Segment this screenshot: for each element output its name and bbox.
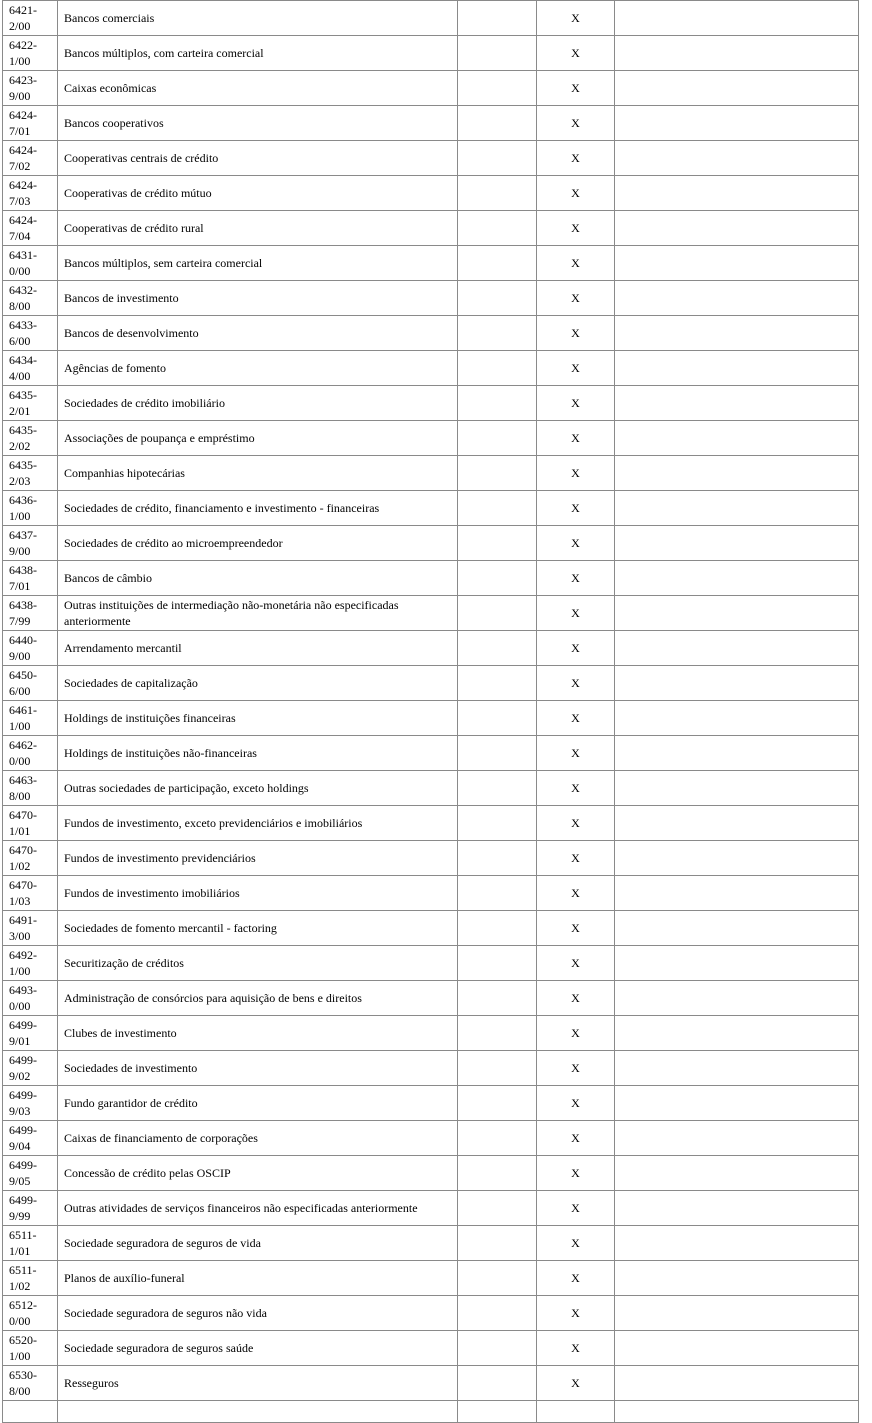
empty-cell-right xyxy=(615,771,859,805)
marker-cell: X xyxy=(537,701,615,735)
table-row xyxy=(3,1086,859,1121)
empty-cell-left xyxy=(458,561,537,595)
empty-cell-left xyxy=(458,666,537,700)
table-row xyxy=(3,1121,859,1156)
marker-cell: X xyxy=(537,631,615,665)
description-cell: Arrendamento mercantil xyxy=(58,631,458,665)
empty-cell-right xyxy=(615,351,859,385)
marker-cell: X xyxy=(537,876,615,910)
marker-cell: X xyxy=(537,106,615,140)
description-cell: Bancos múltiplos, com carteira comercial xyxy=(58,36,458,70)
table-row-partial xyxy=(3,1401,859,1423)
empty-cell-right xyxy=(615,1121,859,1155)
table-row xyxy=(3,176,859,211)
marker-cell: X xyxy=(537,1226,615,1260)
code-cell: 6461-1/00 xyxy=(3,701,58,735)
empty-cell-left xyxy=(458,701,537,735)
empty-cell-right xyxy=(615,71,859,105)
code-cell: 6435-2/01 xyxy=(3,386,58,420)
empty-cell-right xyxy=(615,736,859,770)
empty-cell-right xyxy=(615,911,859,945)
description-cell: Fundos de investimento, exceto previdenciários e imobiliários xyxy=(58,806,458,840)
description-cell: Caixas econômicas xyxy=(58,71,458,105)
cnae-classification-table xyxy=(2,0,859,1423)
empty-cell-left xyxy=(458,176,537,210)
code-cell: 6422-1/00 xyxy=(3,36,58,70)
empty-cell-left xyxy=(458,876,537,910)
empty-cell-left xyxy=(458,596,537,630)
table-row xyxy=(3,841,859,876)
empty-cell-right xyxy=(615,1051,859,1085)
empty-cell-left xyxy=(458,1261,537,1295)
table-row xyxy=(3,211,859,246)
description-cell: Holdings de instituições não-financeiras xyxy=(58,736,458,770)
code-cell: 6435-2/03 xyxy=(3,456,58,490)
table-row xyxy=(3,456,859,491)
empty-cell-left xyxy=(458,71,537,105)
marker-cell: X xyxy=(537,246,615,280)
table-row xyxy=(3,631,859,666)
marker-cell: X xyxy=(537,71,615,105)
description-cell: Outras instituições de intermediação não-monetária não especificadas anteriormente xyxy=(58,596,458,630)
description-cell: Associações de poupança e empréstimo xyxy=(58,421,458,455)
empty-cell-left xyxy=(458,806,537,840)
table-row xyxy=(3,1016,859,1051)
empty-cell-right xyxy=(615,1086,859,1120)
empty-cell-right xyxy=(615,211,859,245)
description-cell: Cooperativas de crédito rural xyxy=(58,211,458,245)
empty-cell-right xyxy=(615,561,859,595)
code-cell: 6434-4/00 xyxy=(3,351,58,385)
table-row xyxy=(3,526,859,561)
description-cell: Sociedades de investimento xyxy=(58,1051,458,1085)
empty-cell-left xyxy=(458,1086,537,1120)
code-cell: 6440-9/00 xyxy=(3,631,58,665)
table-row xyxy=(3,1226,859,1261)
marker-cell: X xyxy=(537,211,615,245)
description-cell: Bancos cooperativos xyxy=(58,106,458,140)
table-row xyxy=(3,1,859,36)
table-row xyxy=(3,491,859,526)
marker-cell: X xyxy=(537,526,615,560)
marker-cell: X xyxy=(537,421,615,455)
marker-cell: X xyxy=(537,1121,615,1155)
marker-cell: X xyxy=(537,981,615,1015)
code-cell xyxy=(3,1401,58,1422)
empty-cell-left xyxy=(458,946,537,980)
empty-cell-right xyxy=(615,946,859,980)
table-row xyxy=(3,1296,859,1331)
description-cell: Agências de fomento xyxy=(58,351,458,385)
description-cell: Outras atividades de serviços financeiros não especificadas anteriormente xyxy=(58,1191,458,1225)
code-cell: 6435-2/02 xyxy=(3,421,58,455)
description-cell: Clubes de investimento xyxy=(58,1016,458,1050)
empty-cell-right xyxy=(615,806,859,840)
empty-cell-left xyxy=(458,526,537,560)
empty-cell-left xyxy=(458,491,537,525)
empty-cell-left xyxy=(458,246,537,280)
table-row xyxy=(3,1366,859,1401)
empty-cell-left xyxy=(458,631,537,665)
marker-cell: X xyxy=(537,351,615,385)
empty-cell-left xyxy=(458,1051,537,1085)
table-row xyxy=(3,981,859,1016)
description-cell: Cooperativas centrais de crédito xyxy=(58,141,458,175)
description-cell: Bancos de investimento xyxy=(58,281,458,315)
marker-cell xyxy=(537,1401,615,1422)
code-cell: 6491-3/00 xyxy=(3,911,58,945)
marker-cell: X xyxy=(537,1191,615,1225)
code-cell: 6499-9/05 xyxy=(3,1156,58,1190)
marker-cell: X xyxy=(537,771,615,805)
empty-cell-right xyxy=(615,596,859,630)
table-row xyxy=(3,141,859,176)
code-cell: 6499-9/04 xyxy=(3,1121,58,1155)
empty-cell-left xyxy=(458,1,537,35)
description-cell: Sociedade seguradora de seguros não vida xyxy=(58,1296,458,1330)
empty-cell-right xyxy=(615,141,859,175)
description-cell: Administração de consórcios para aquisição de bens e direitos xyxy=(58,981,458,1015)
table-row xyxy=(3,421,859,456)
code-cell: 6438-7/01 xyxy=(3,561,58,595)
code-cell: 6499-9/99 xyxy=(3,1191,58,1225)
code-cell: 6499-9/02 xyxy=(3,1051,58,1085)
empty-cell-left xyxy=(458,1331,537,1365)
empty-cell-left xyxy=(458,316,537,350)
table-row xyxy=(3,281,859,316)
empty-cell-right xyxy=(615,316,859,350)
description-cell: Sociedades de crédito ao microempreendedor xyxy=(58,526,458,560)
description-cell: Holdings de instituições financeiras xyxy=(58,701,458,735)
description-cell: Concessão de crédito pelas OSCIP xyxy=(58,1156,458,1190)
marker-cell: X xyxy=(537,561,615,595)
marker-cell: X xyxy=(537,1331,615,1365)
code-cell: 6470-1/01 xyxy=(3,806,58,840)
description-cell: Sociedade seguradora de seguros saúde xyxy=(58,1331,458,1365)
table-row xyxy=(3,876,859,911)
marker-cell: X xyxy=(537,176,615,210)
description-cell: Fundos de investimento previdenciários xyxy=(58,841,458,875)
code-cell: 6511-1/01 xyxy=(3,1226,58,1260)
empty-cell-left xyxy=(458,456,537,490)
code-cell: 6511-1/02 xyxy=(3,1261,58,1295)
code-cell: 6436-1/00 xyxy=(3,491,58,525)
marker-cell: X xyxy=(537,456,615,490)
empty-cell-right xyxy=(615,1331,859,1365)
code-cell: 6423-9/00 xyxy=(3,71,58,105)
marker-cell: X xyxy=(537,1296,615,1330)
description-cell: Bancos múltiplos, sem carteira comercial xyxy=(58,246,458,280)
marker-cell: X xyxy=(537,141,615,175)
description-cell: Companhias hipotecárias xyxy=(58,456,458,490)
code-cell: 6492-1/00 xyxy=(3,946,58,980)
table-row xyxy=(3,1261,859,1296)
description-cell: Caixas de financiamento de corporações xyxy=(58,1121,458,1155)
marker-cell: X xyxy=(537,491,615,525)
empty-cell-right xyxy=(615,1296,859,1330)
empty-cell-left xyxy=(458,211,537,245)
empty-cell-right xyxy=(615,526,859,560)
table-row xyxy=(3,36,859,71)
description-cell: Fundos de investimento imobiliários xyxy=(58,876,458,910)
empty-cell-right xyxy=(615,1,859,35)
table-row xyxy=(3,316,859,351)
table-row xyxy=(3,736,859,771)
table-row xyxy=(3,701,859,736)
table-row xyxy=(3,351,859,386)
marker-cell: X xyxy=(537,1,615,35)
empty-cell-left xyxy=(458,1156,537,1190)
code-cell: 6431-0/00 xyxy=(3,246,58,280)
description-cell: Sociedades de crédito, financiamento e investimento - financeiras xyxy=(58,491,458,525)
description-cell: Sociedade seguradora de seguros de vida xyxy=(58,1226,458,1260)
empty-cell-left xyxy=(458,386,537,420)
code-cell: 6432-8/00 xyxy=(3,281,58,315)
empty-cell-right xyxy=(615,491,859,525)
table-row xyxy=(3,806,859,841)
empty-cell-right xyxy=(615,36,859,70)
empty-cell-left xyxy=(458,1121,537,1155)
empty-cell-right xyxy=(615,1401,859,1422)
table-row xyxy=(3,1331,859,1366)
empty-cell-right xyxy=(615,841,859,875)
table-row xyxy=(3,246,859,281)
empty-cell-left xyxy=(458,911,537,945)
empty-cell-right xyxy=(615,701,859,735)
code-cell: 6421-2/00 xyxy=(3,1,58,35)
description-cell: Fundo garantidor de crédito xyxy=(58,1086,458,1120)
marker-cell: X xyxy=(537,806,615,840)
empty-cell-right xyxy=(615,456,859,490)
empty-cell-right xyxy=(615,176,859,210)
marker-cell: X xyxy=(537,281,615,315)
description-cell: Planos de auxílio-funeral xyxy=(58,1261,458,1295)
code-cell: 6530-8/00 xyxy=(3,1366,58,1400)
marker-cell: X xyxy=(537,666,615,700)
empty-cell-right xyxy=(615,666,859,700)
empty-cell-left xyxy=(458,1296,537,1330)
code-cell: 6424-7/01 xyxy=(3,106,58,140)
code-cell: 6512-0/00 xyxy=(3,1296,58,1330)
empty-cell-right xyxy=(615,1366,859,1400)
description-cell: Outras sociedades de participação, exceto holdings xyxy=(58,771,458,805)
code-cell: 6463-8/00 xyxy=(3,771,58,805)
empty-cell-left xyxy=(458,421,537,455)
table-row xyxy=(3,1191,859,1226)
marker-cell: X xyxy=(537,946,615,980)
empty-cell-right xyxy=(615,1226,859,1260)
empty-cell-right xyxy=(615,386,859,420)
table-row xyxy=(3,1051,859,1086)
code-cell: 6424-7/04 xyxy=(3,211,58,245)
code-cell: 6424-7/03 xyxy=(3,176,58,210)
table-row xyxy=(3,666,859,701)
table-row xyxy=(3,596,859,631)
empty-cell-left xyxy=(458,1226,537,1260)
code-cell: 6437-9/00 xyxy=(3,526,58,560)
empty-cell-left xyxy=(458,106,537,140)
description-cell: Bancos comerciais xyxy=(58,1,458,35)
description-cell: Securitização de créditos xyxy=(58,946,458,980)
code-cell: 6520-1/00 xyxy=(3,1331,58,1365)
empty-cell-left xyxy=(458,736,537,770)
description-cell: Sociedades de fomento mercantil - factoring xyxy=(58,911,458,945)
empty-cell-left xyxy=(458,771,537,805)
description-cell: Bancos de câmbio xyxy=(58,561,458,595)
description-cell: Resseguros xyxy=(58,1366,458,1400)
empty-cell-right xyxy=(615,981,859,1015)
table-row xyxy=(3,946,859,981)
marker-cell: X xyxy=(537,1156,615,1190)
code-cell: 6424-7/02 xyxy=(3,141,58,175)
empty-cell-left xyxy=(458,1366,537,1400)
code-cell: 6499-9/03 xyxy=(3,1086,58,1120)
marker-cell: X xyxy=(537,596,615,630)
empty-cell-left xyxy=(458,281,537,315)
table-row xyxy=(3,71,859,106)
description-cell: Sociedades de capitalização xyxy=(58,666,458,700)
empty-cell-left xyxy=(458,1401,537,1422)
description-cell xyxy=(58,1401,458,1422)
marker-cell: X xyxy=(537,316,615,350)
table-row xyxy=(3,106,859,141)
code-cell: 6493-0/00 xyxy=(3,981,58,1015)
empty-cell-left xyxy=(458,981,537,1015)
code-cell: 6499-9/01 xyxy=(3,1016,58,1050)
empty-cell-right xyxy=(615,1156,859,1190)
description-cell: Bancos de desenvolvimento xyxy=(58,316,458,350)
table-row xyxy=(3,386,859,421)
code-cell: 6470-1/03 xyxy=(3,876,58,910)
marker-cell: X xyxy=(537,386,615,420)
table-row xyxy=(3,1156,859,1191)
empty-cell-left xyxy=(458,36,537,70)
table-body xyxy=(3,1,859,1401)
empty-cell-left xyxy=(458,1191,537,1225)
marker-cell: X xyxy=(537,1366,615,1400)
marker-cell: X xyxy=(537,841,615,875)
empty-cell-right xyxy=(615,246,859,280)
empty-cell-right xyxy=(615,1261,859,1295)
code-cell: 6462-0/00 xyxy=(3,736,58,770)
empty-cell-right xyxy=(615,421,859,455)
empty-cell-right xyxy=(615,1191,859,1225)
marker-cell: X xyxy=(537,1051,615,1085)
empty-cell-left xyxy=(458,841,537,875)
description-cell: Sociedades de crédito imobiliário xyxy=(58,386,458,420)
empty-cell-left xyxy=(458,351,537,385)
description-cell: Cooperativas de crédito mútuo xyxy=(58,176,458,210)
code-cell: 6470-1/02 xyxy=(3,841,58,875)
empty-cell-right xyxy=(615,631,859,665)
empty-cell-left xyxy=(458,141,537,175)
code-cell: 6438-7/99 xyxy=(3,596,58,630)
marker-cell: X xyxy=(537,36,615,70)
marker-cell: X xyxy=(537,911,615,945)
code-cell: 6450-6/00 xyxy=(3,666,58,700)
marker-cell: X xyxy=(537,736,615,770)
table-row xyxy=(3,561,859,596)
code-cell: 6433-6/00 xyxy=(3,316,58,350)
empty-cell-right xyxy=(615,1016,859,1050)
empty-cell-right xyxy=(615,106,859,140)
marker-cell: X xyxy=(537,1261,615,1295)
table-row xyxy=(3,911,859,946)
marker-cell: X xyxy=(537,1086,615,1120)
empty-cell-right xyxy=(615,281,859,315)
table-row xyxy=(3,771,859,806)
empty-cell-left xyxy=(458,1016,537,1050)
marker-cell: X xyxy=(537,1016,615,1050)
empty-cell-right xyxy=(615,876,859,910)
